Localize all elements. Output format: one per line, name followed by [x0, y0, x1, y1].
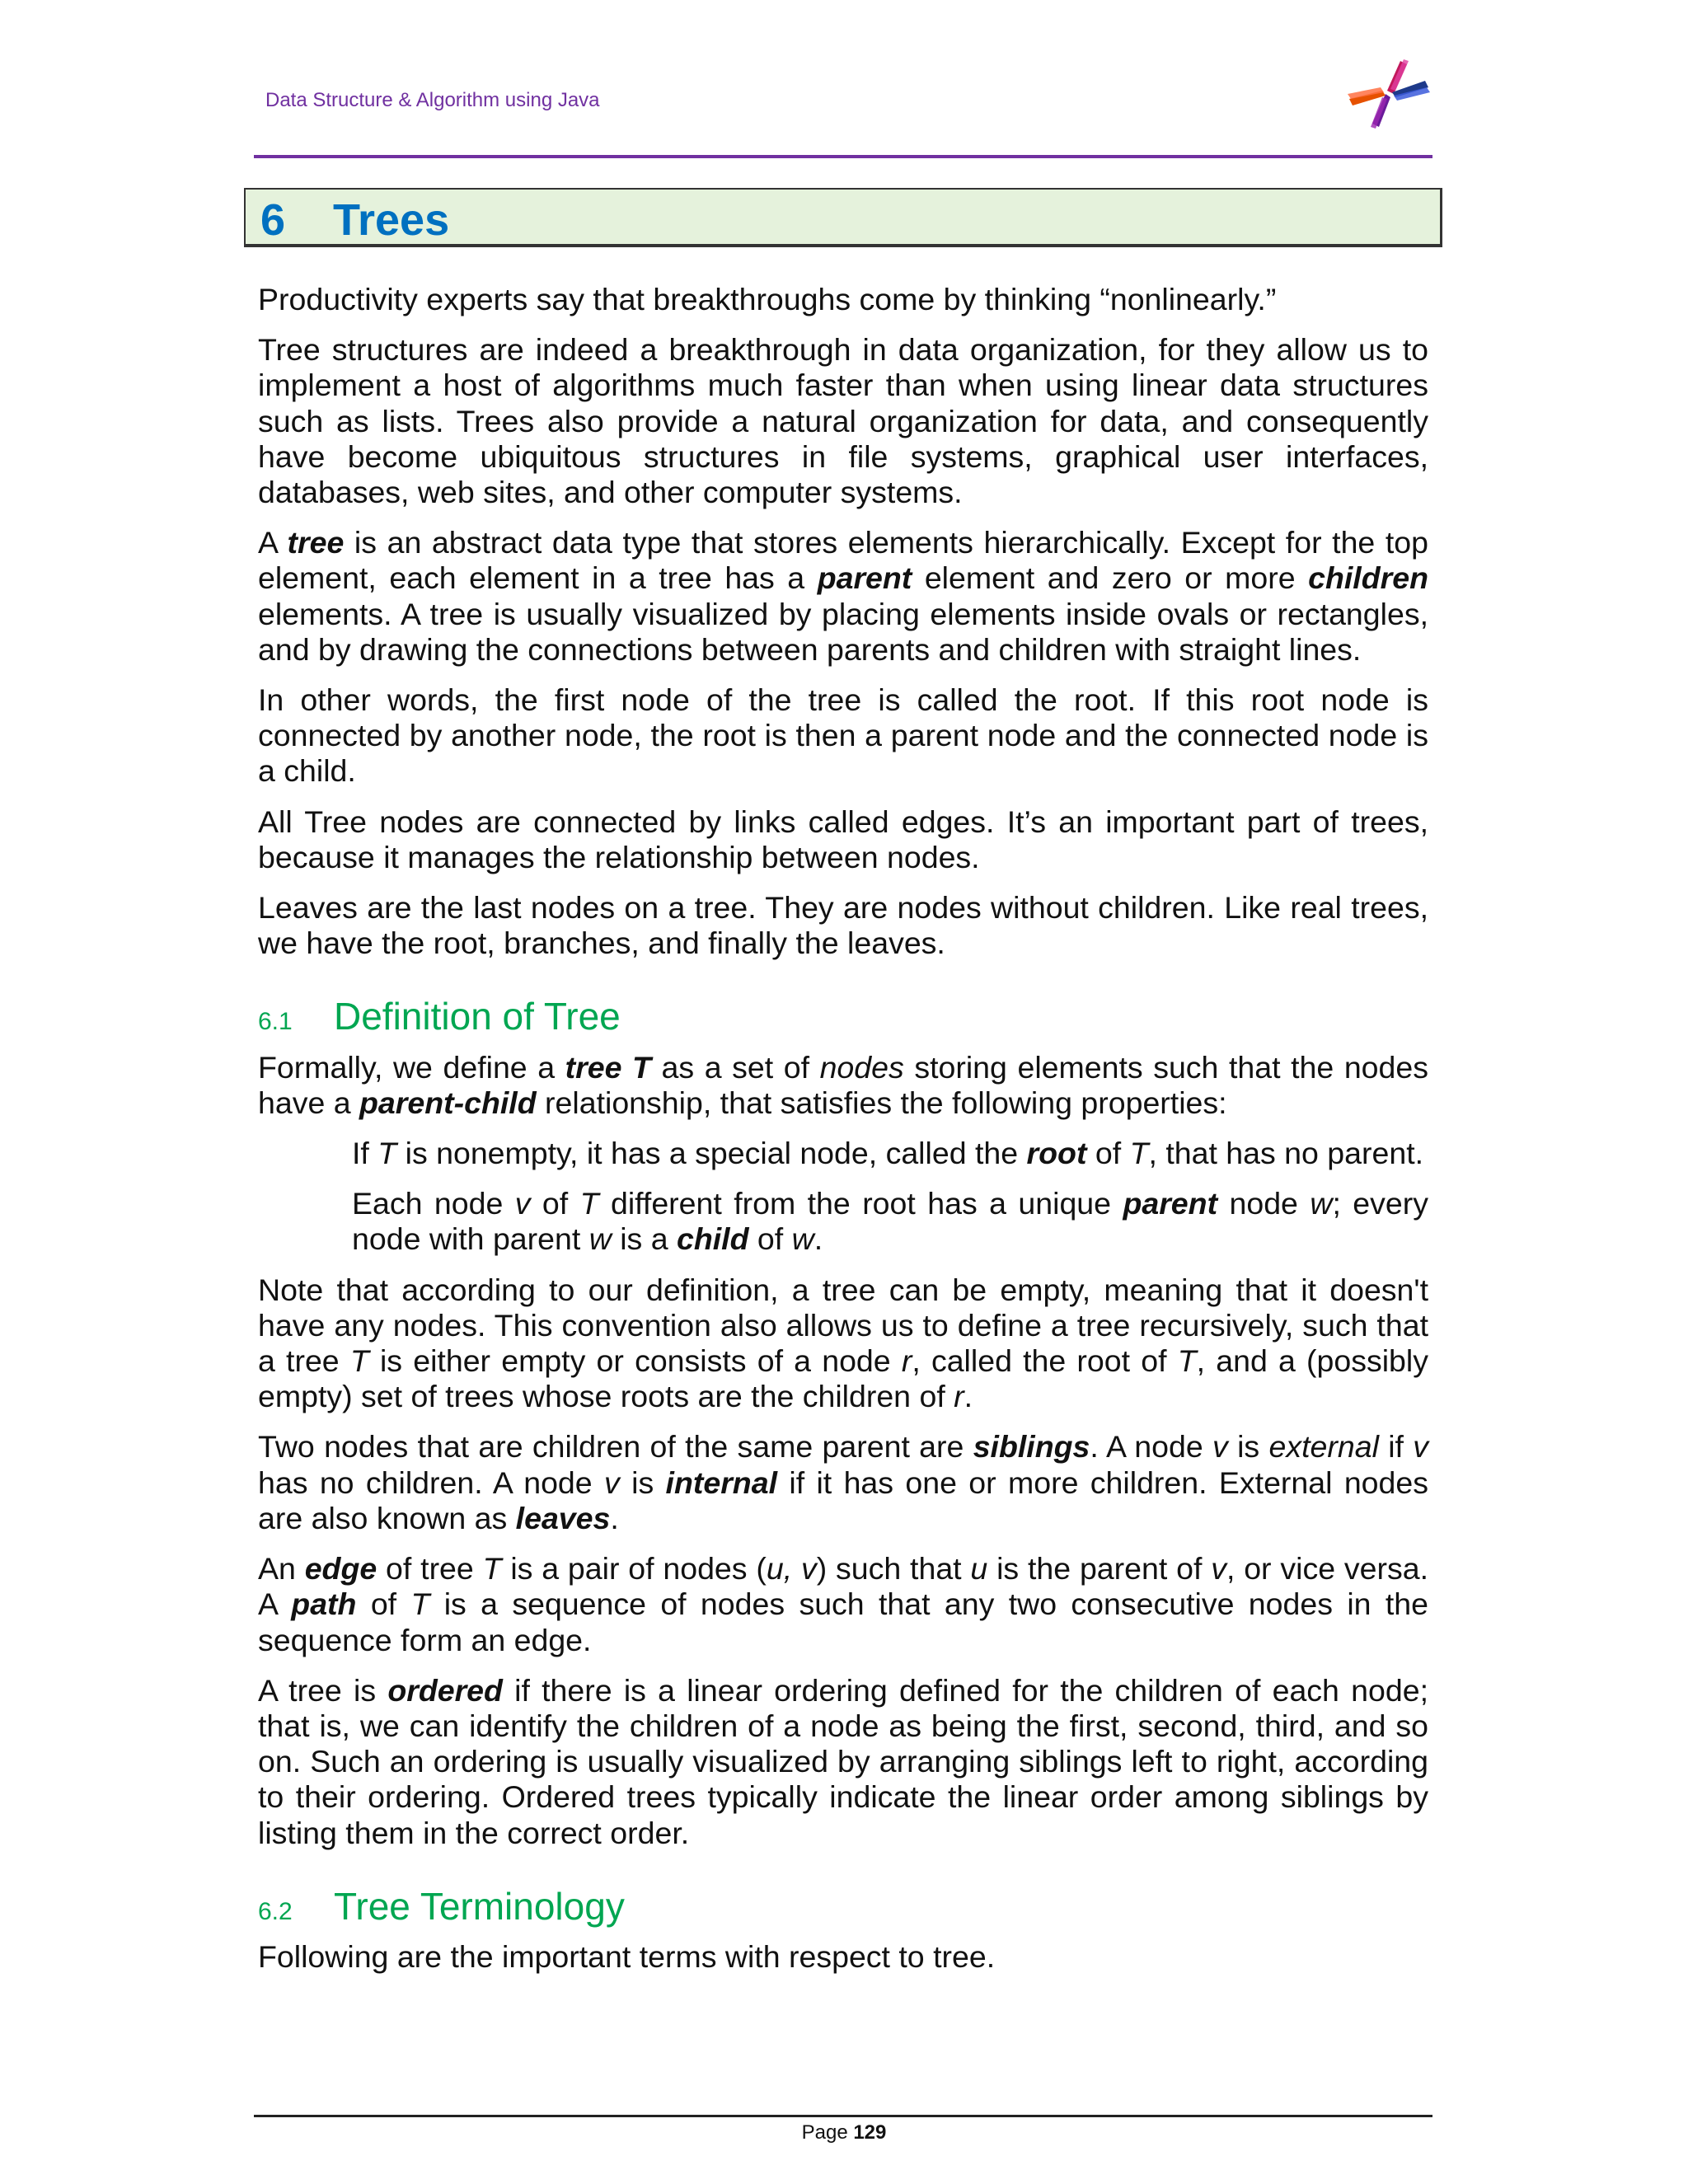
section-title: Definition of Tree: [334, 995, 621, 1038]
terminology-intro-paragraph: Following are the important terms with respect to tree.: [258, 1938, 996, 1974]
pinwheel-logo-icon: [1343, 54, 1434, 134]
page-label: Page: [801, 2121, 854, 2144]
property-root: If T is nonempty, it has a special node, called the root of T, that has no parent.: [352, 1136, 1424, 1171]
recursive-definition-paragraph: Note that according to our definition, a tree can be empty, meaning that it doesn't have any nodes. This convention also allows us to define a tree recursively, such that a tree T is either empty or consists of a node r, called the root of T, and a (possibly empty) set of trees whose roots are the children of r.: [258, 1272, 1428, 1414]
siblings-paragraph: Two nodes that are children of the same parent are siblings. A node v is external if v has no children. A node v is internal if it has one or more children. External nodes are also known as leaves.: [258, 1429, 1429, 1535]
section-heading-6-2: [258, 1884, 1428, 1929]
header-rule: [254, 155, 1432, 158]
chapter-title: Trees: [333, 195, 450, 245]
section-heading-6-1: [258, 995, 1428, 1039]
intro-paragraph-5: All Tree nodes are connected by links called edges. It’s an important part of trees, because it manages the relationship between nodes.: [258, 804, 1428, 874]
intro-paragraph-1: Productivity experts say that breakthroughs come by thinking “nonlinearly.”: [258, 282, 1277, 316]
intro-paragraph-6: Leaves are the last nodes on a tree. They are nodes without children. Like real trees, we have the root, branches, and finally the leaves.: [258, 890, 1428, 961]
section-number: 6.1: [258, 1008, 293, 1036]
page-number: 129: [853, 2121, 887, 2144]
property-parent: Each node v of T different from the root has a unique parent node w; every node with parent w is a child of w.: [352, 1186, 1428, 1257]
intro-paragraph-3: A tree is an abstract data type that stores elements hierarchically. Except for the top element, each element in a tree has a parent element and zero or more children elements. A tree is usually visualized by placing elements inside ovals or rectangles, and by drawing the connections between parents and children with straight lines.: [258, 525, 1429, 667]
definition-paragraph: Formally, we define a tree T as a set of nodes storing elements such that the nodes have a parent-child relationship, that satisfies the following properties:: [258, 1049, 1428, 1120]
intro-paragraph-2: Tree structures are indeed a breakthrough in data organization, for they allow us to implement a host of algorithms much faster than when using linear data structures such as lists. Trees also provide a natural organization for data, and consequently have become ubiquitous structures in file systems, graphical user interfaces, databases, web sites, and other computer systems.: [258, 332, 1428, 510]
chapter-heading-box: [244, 188, 1442, 247]
intro-paragraph-4: In other words, the first node of the tree is called the root. If this root node is connected by another node, the root is then a parent node and the connected node is a child.: [258, 682, 1428, 789]
page-body: [258, 282, 1428, 1990]
page-footer: [0, 2121, 1688, 2144]
edge-path-paragraph: An edge of tree T is a pair of nodes (u, v) such that u is the parent of v, or vice versa. A path of T is a sequence of nodes such that any two consecutive nodes in the sequence form an edge.: [258, 1551, 1428, 1657]
ordered-paragraph: A tree is ordered if there is a linear ordering defined for the children of each node; that is, we can identify the children of a node as being the first, second, third, and so on. Such an ordering is usually visualized by arranging siblings left to right, according to their ordering. Ordered trees typically indicate the linear order among siblings by listing them in the correct order.: [258, 1672, 1428, 1850]
chapter-number: 6: [260, 195, 286, 245]
section-title: Tree Terminology: [334, 1884, 625, 1928]
section-number: 6.2: [258, 1897, 293, 1925]
footer-rule: [254, 2115, 1432, 2117]
running-header-title: Data Structure & Algorithm using Java: [265, 89, 600, 111]
